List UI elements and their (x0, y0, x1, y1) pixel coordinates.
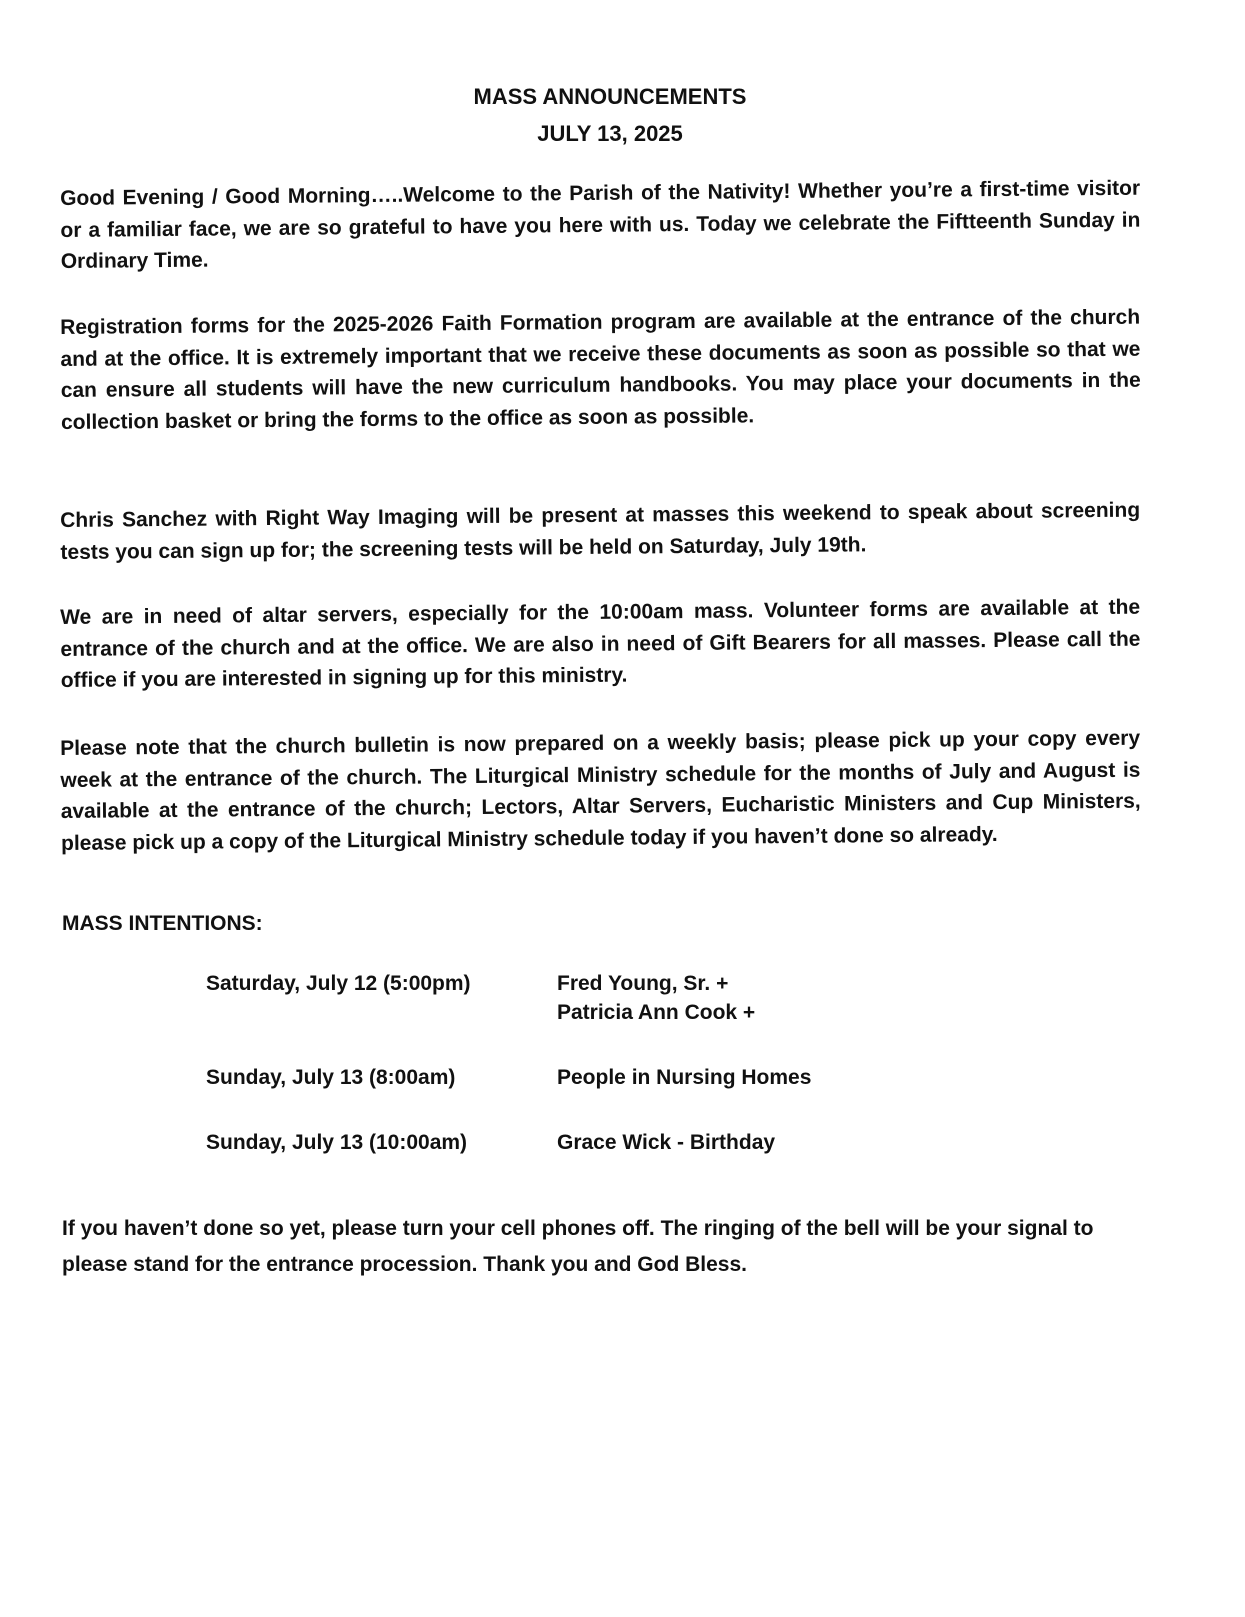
bulletin-paragraph: Please note that the church bulletin is now prepared on a weekly basis; please pick up your copy every week at the entrance of the church. The Liturgical Ministry schedule for the months of July and August is available at the entrance of the church; Lectors, Altar Servers, Eucharistic Ministers and Cup Ministers, please pick up a copy of the Liturgical Ministry schedule today if you haven’t done so already. (60, 726, 1141, 855)
intention-name: People in Nursing Homes (557, 1066, 812, 1089)
document-date: JULY 13, 2025 (537, 121, 683, 146)
welcome-paragraph: Good Evening / Good Morning…..Welcome to the Parish of the Nativity! Whether you’re a first-time visitor or a familiar face, we are so grateful to have you here with us. Today we celebrate the Fiftteenth Sunday in Ordinary Time. (60, 176, 1141, 273)
screening-paragraph: Chris Sanchez with Right Way Imaging will be present at masses this weekend to speak about screening tests you can sign up for; the screening tests will be held on Saturday, July 19th. (60, 498, 1141, 564)
intention-name: Patricia Ann Cook + (557, 1001, 756, 1024)
intention-time: Sunday, July 13 (8:00am) (206, 1066, 456, 1089)
intention-names (557, 1063, 811, 1092)
document-title: MASS ANNOUNCEMENTS (473, 84, 747, 109)
intention-time: Sunday, July 13 (10:00am) (206, 1131, 468, 1154)
intention-names (557, 1128, 775, 1157)
intention-time: Saturday, July 12 (5:00pm) (206, 972, 471, 995)
faith-formation-paragraph: Registration forms for the 2025-2026 Faith Formation program are available at the entrance of the church and at the office. It is extremely important that we receive these documents as soon as possible so that we can ensure all students will have the new curriculum handbooks. You may place your documents in the collection basket or bring the forms to the office as soon as possible. (60, 305, 1141, 434)
closing-paragraph: If you haven’t done so yet, please turn your cell phones off. The ringing of the bell will be your signal to please stand for the entrance procession. Thank you and God Bless. (62, 1217, 1094, 1276)
intentions-heading: MASS INTENTIONS: (62, 912, 263, 935)
intention-name: Fred Young, Sr. + (557, 972, 729, 995)
intention-names (557, 969, 755, 1027)
altar-servers-paragraph: We are in need of altar servers, especially for the 10:00am mass. Volunteer forms are available at the entrance of the church and at the office. We are also in need of Gift Bearers for all masses. Please call the office if you are interested in signing up for this ministry. (60, 595, 1141, 692)
intention-name: Grace Wick - Birthday (557, 1131, 776, 1154)
